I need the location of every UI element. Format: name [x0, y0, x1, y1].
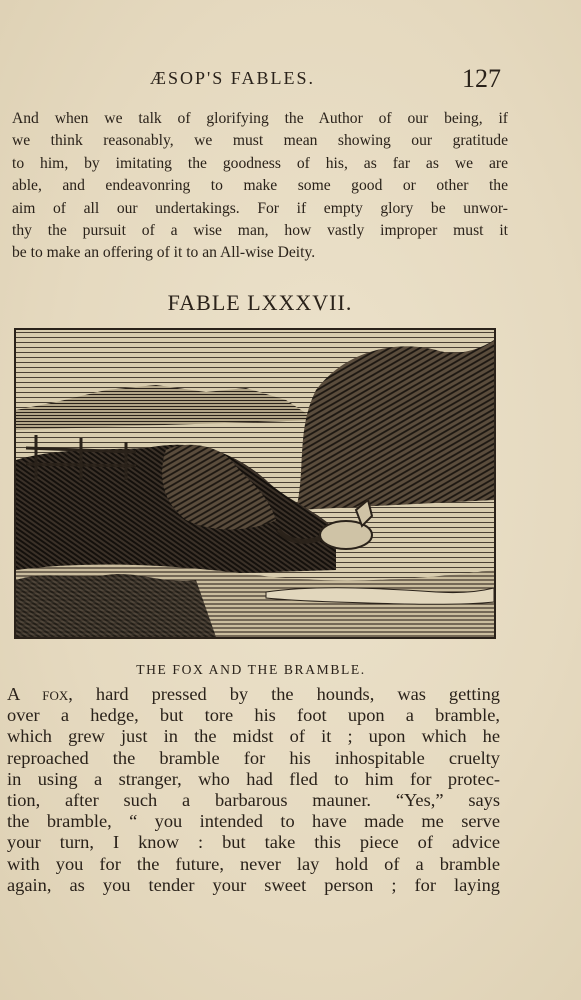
- text-line: [7, 684, 500, 705]
- text-line: able, and endeavonring to make some good or other the: [12, 177, 508, 195]
- page-number: 127: [462, 64, 501, 93]
- fable-heading: FABLE LXXXVII.: [167, 290, 353, 315]
- text-line: over a hedge, but tore his foot upon a bramble,: [7, 705, 500, 726]
- text-line: we think reasonably, we must mean showing our gratitude: [12, 132, 508, 150]
- text-line: to him, by imitating the goodness of his, as far as we are: [12, 154, 508, 172]
- fable-text-smallcaps: fox: [42, 684, 69, 704]
- fable-text-lead: A: [7, 684, 43, 704]
- text-line: thy the pursuit of a wise man, how vastly improper must it: [12, 222, 508, 240]
- text-line: reproached the bramble for his inhospitable cruelty: [7, 747, 500, 768]
- running-head: ÆSOP'S FABLES.: [150, 68, 315, 88]
- moral-paragraph: [12, 108, 508, 265]
- text-line: which grew just in the midst of it ; upon which he: [7, 726, 500, 747]
- foreground-grass: [16, 574, 216, 637]
- text-line: be to make an offering of it to an All-wise Deity.: [12, 244, 316, 262]
- fable-text: [7, 684, 500, 896]
- text-line: the bramble, “ you intended to have made me serve: [7, 811, 500, 832]
- text-line: tion, after such a barbarous mauner. “Yes,” says: [7, 790, 500, 811]
- illustration-caption: THE FOX AND THE BRAMBLE.: [136, 662, 366, 677]
- text-line: aim of all our undertakings. For if empty glory be unwor-: [12, 199, 508, 217]
- text-line: with you for the future, never lay hold of a bramble: [7, 853, 500, 874]
- text-line: in using a stranger, who had fled to him for protec-: [7, 768, 500, 789]
- text-line: again, as you tender your sweet person ; for laying: [7, 874, 500, 895]
- fable-text-rest: , hard pressed by the hounds, was getting: [68, 684, 500, 704]
- woodcut-illustration: [14, 328, 496, 639]
- text-line: And when we talk of glorifying the Author of our being, if: [12, 110, 508, 127]
- text-line: your turn, I know : but take this piece of advice: [7, 832, 500, 853]
